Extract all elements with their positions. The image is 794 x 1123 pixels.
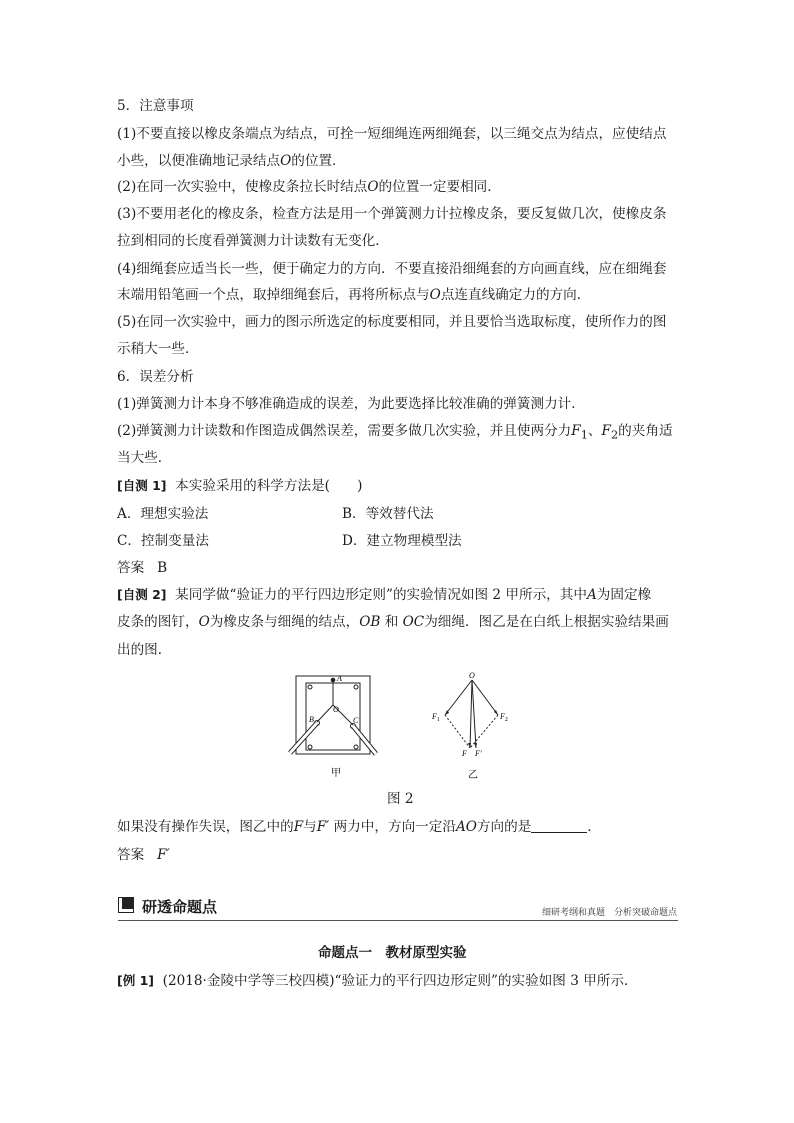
paragraph-line: 末端用铅笔画一个点，取掉细绳套后，再将所标点与O点连直线确定力的方向．	[117, 287, 591, 303]
example-1: [例 1] (2018·金陵中学等三校四模)“验证力的平行四边形定则”的实验如图 3 甲所示．	[117, 973, 638, 989]
self-test-2-line: 出的图．	[117, 642, 172, 658]
section-marker-icon	[118, 897, 134, 913]
paragraph-line: (1)不要直接以橡皮条端点为结点，可拴一短细绳连两细绳套，以三绳交点为结点，应使结点	[117, 126, 667, 142]
paragraph-line: (3)不要用老化的橡皮条，检查方法是用一个弹簧测力计拉橡皮条，要反复做几次，使橡皮条	[117, 206, 667, 222]
label-c: C	[353, 716, 359, 725]
self-test-1-stem: 本实验采用的科学方法是( )	[175, 478, 363, 494]
paragraph-line: (4)细绳套应适当长一些，便于确定力的方向．不要直接沿细绳套的方向画直线，应在细绳套	[117, 261, 667, 277]
self-test-2-tag: [自测 2]	[117, 587, 167, 602]
answer-blank	[531, 819, 587, 833]
paragraph-line: 当大些．	[117, 450, 172, 466]
option-b: B．等效替代法	[342, 506, 434, 522]
self-test-1	[117, 477, 362, 495]
force-f2	[472, 680, 498, 715]
paragraph-line: (5)在同一次实验中，画力的图示所选定的标度要相同，并且要恰当选取标度，使所作力的图	[117, 314, 667, 330]
label-o: O	[333, 705, 339, 714]
paragraph-line: (1)弹簧测力计本身不够准确造成的误差，为此要选择比较准确的弹簧测力计．	[117, 396, 585, 412]
paragraph-line: (2)弹簧测力计读数和作图造成偶然误差，需要多做几次实验，并且使两分力$F_1$、$F_2$的夹角适	[117, 423, 673, 442]
label-jia: 甲	[331, 768, 341, 779]
force-diagram-yi	[445, 680, 498, 748]
paragraph-line: 拉到相同的长度看弹簧测力计读数有无变化．	[117, 233, 389, 249]
figure-2	[270, 668, 530, 786]
board-pin	[354, 745, 358, 749]
self-test-1-tag: [自测 1]	[117, 478, 167, 493]
force-f-prime	[472, 680, 476, 748]
board-pin	[308, 745, 312, 749]
self-test-2-line: [自测 2] 某同学做“验证力的平行四边形定则”的实验情况如图 2 甲所示，其中A为固定橡	[117, 587, 652, 603]
force-f1	[445, 680, 472, 715]
answer-2: 答案 F′	[117, 847, 170, 863]
banner-subtitle: 细研考纲和真题 分析突破命题点	[541, 908, 677, 918]
topic-title: 命题点一 教材原型实验	[318, 945, 467, 961]
label-f-prime: F′	[475, 749, 482, 758]
example-1-tag: [例 1]	[117, 973, 154, 988]
arrowheads	[445, 710, 498, 748]
board-pin	[308, 685, 312, 689]
figure-caption: 图 2	[387, 791, 414, 807]
option-d: D．建立物理模型法	[342, 533, 462, 549]
string-ob	[317, 705, 333, 722]
label-o2: O	[469, 671, 475, 680]
self-test-2-question: 如果没有操作失误，图乙中的F与F′ 两力中，方向一定沿AO方向的是 ．	[117, 819, 601, 835]
label-f2: $F_2$	[500, 712, 508, 723]
force-f	[470, 680, 472, 748]
self-test-2-line: 皮条的图钉，O为橡皮条与细绳的结点，OB 和 OC为细绳．图乙是在白纸上根据实验结果画	[117, 614, 669, 630]
board-pin	[354, 685, 358, 689]
label-f: F	[462, 749, 467, 758]
option-a: A．理想实验法	[117, 506, 209, 522]
banner-title: 研透命题点	[142, 898, 218, 916]
dash-f1-f	[445, 715, 470, 748]
option-c: C．控制变量法	[117, 533, 209, 549]
label-a: A	[337, 674, 342, 683]
label-f1: $F_1$	[432, 712, 440, 723]
section-6-heading: 6．误差分析	[117, 369, 194, 385]
paragraph-line: (2)在同一次实验中，使橡皮条拉长时结点O的位置一定要相同．	[117, 179, 501, 195]
banner-divider	[118, 920, 678, 921]
label-b: B	[309, 715, 314, 724]
section-5-heading: 5．注意事项	[117, 98, 194, 114]
paragraph-line: 小些，以便准确地记录结点O的位置．	[117, 153, 346, 169]
spring-balance-left-core	[290, 723, 317, 753]
label-yi: 乙	[468, 770, 478, 781]
paragraph-line: 示稍大一些．	[117, 341, 199, 357]
answer-1: 答案 B	[117, 560, 168, 576]
apparatus-jia	[290, 676, 376, 754]
